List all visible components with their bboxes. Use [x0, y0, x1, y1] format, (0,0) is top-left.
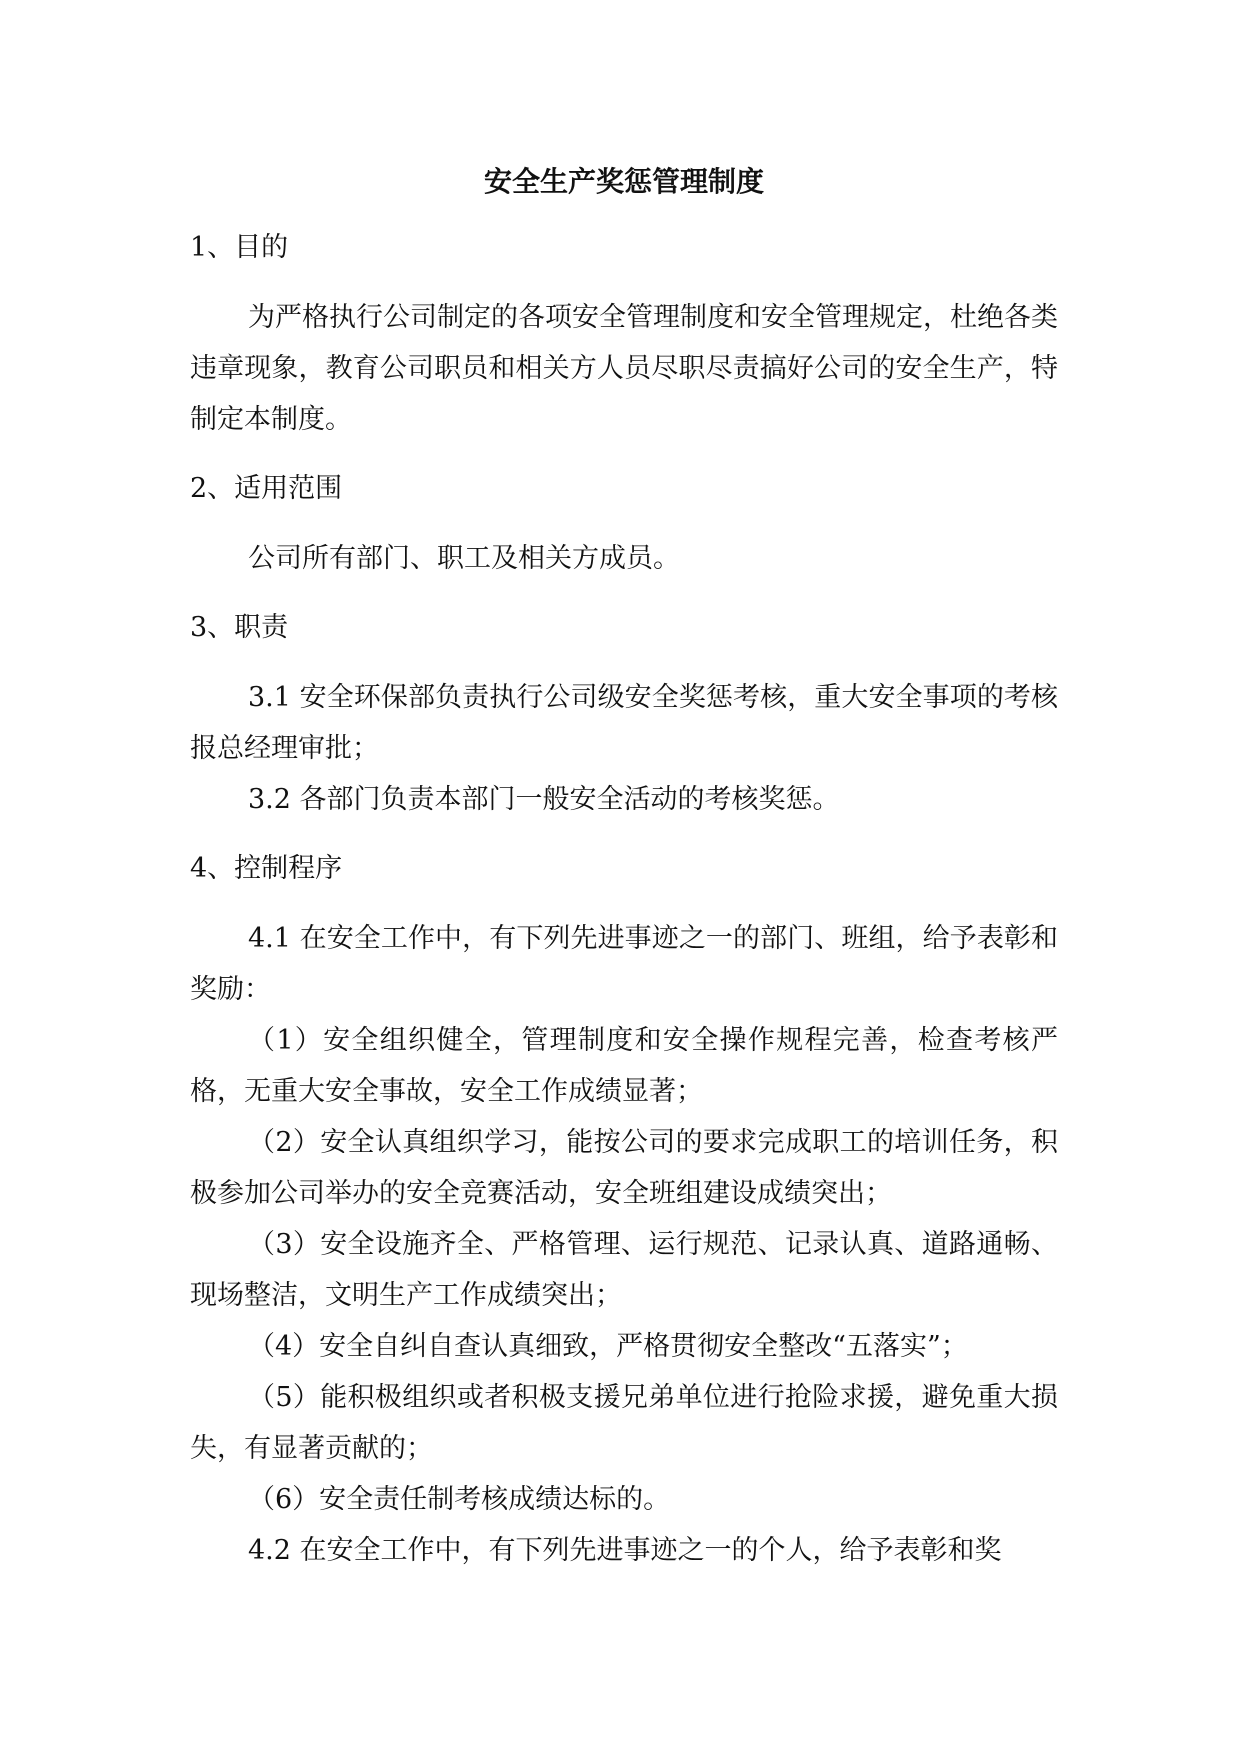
section-heading-control-procedure: 4、控制程序 — [190, 853, 343, 884]
paragraph-3-1: 3.1 安全环保部负责执行公司级安全奖惩考核，重大安全事项的考核报总经理审批； — [190, 682, 1058, 764]
list-item-2: （2）安全认真组织学习，能按公司的要求完成职工的培训任务，积极参加公司举办的安全竞赛活动，安全班组建设成绩突出； — [190, 1127, 1058, 1209]
list-item-1: （1）安全组织健全，管理制度和安全操作规程完善，检查考核严格，无重大安全事故，安全工作成绩显著； — [190, 1025, 1058, 1107]
paragraph-purpose: 为严格执行公司制定的各项安全管理制度和安全管理规定，杜绝各类违章现象，教育公司职员和相关方人员尽职尽责搞好公司的安全生产，特制定本制度。 — [190, 302, 1058, 435]
list-item-3: （3）安全设施齐全、严格管理、运行规范、记录认真、道路通畅、现场整洁，文明生产工作成绩突出； — [190, 1229, 1058, 1311]
paragraph-3-2: 3.2 各部门负责本部门一般安全活动的考核奖惩。 — [248, 784, 840, 815]
list-item-6: （6）安全责任制考核成绩达标的。 — [248, 1484, 671, 1515]
list-item-5: （5）能积极组织或者积极支援兄弟单位进行抢险求援，避免重大损失，有显著贡献的； — [190, 1382, 1058, 1464]
document-body — [190, 160, 1058, 1576]
section-heading-scope: 2、适用范围 — [190, 473, 343, 504]
paragraph-scope: 公司所有部门、职工及相关方成员。 — [248, 543, 680, 574]
section-heading-responsibilities: 3、职责 — [190, 612, 289, 643]
list-item-4: （4）安全自纠自查认真细致，严格贯彻安全整改“五落实”； — [248, 1331, 968, 1362]
paragraph-4-1: 4.1 在安全工作中，有下列先进事迹之一的部门、班组，给予表彰和奖励： — [190, 923, 1058, 1005]
document-title: 安全生产奖惩管理制度 — [483, 165, 764, 198]
section-heading-purpose: 1、目的 — [190, 232, 289, 263]
paragraph-4-2: 4.2 在安全工作中，有下列先进事迹之一的个人，给予表彰和奖 — [248, 1535, 1002, 1566]
